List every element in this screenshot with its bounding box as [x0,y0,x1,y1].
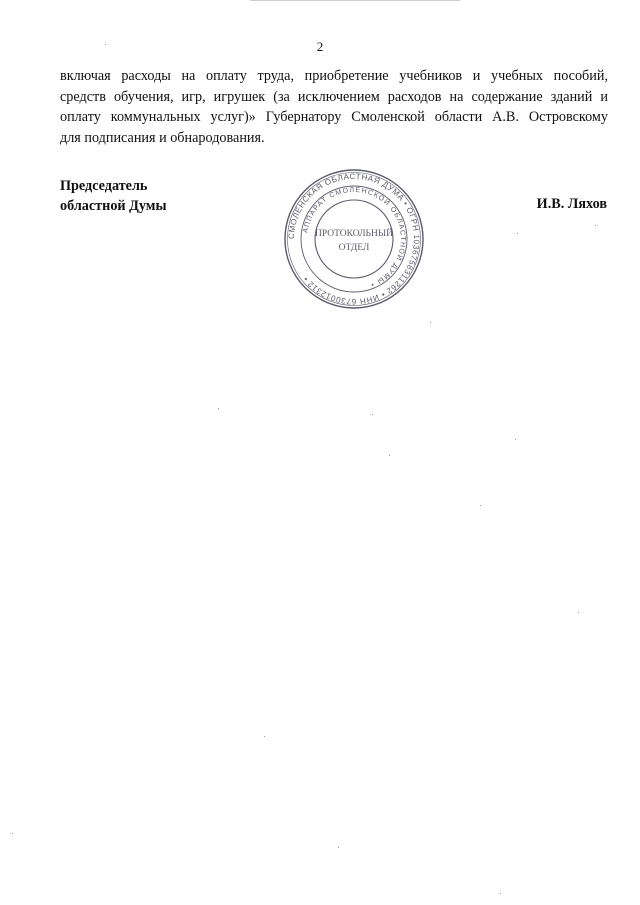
scan-speck [389,455,390,456]
scan-speck [480,505,481,506]
scan-speck [105,44,106,45]
scan-speck [595,225,596,226]
scan-speck [218,408,219,409]
page-number: 2 [316,39,324,54]
scan-speck [517,233,518,234]
body-line-4: для подписания и обнародования. [60,129,265,146]
scan-speck [578,612,579,613]
signer-title [60,176,167,216]
scan-speck [264,736,265,737]
stamp-seal-graphic [283,168,425,310]
scan-edge-line [250,0,460,1]
scan-speck [338,847,339,848]
scan-speck [515,439,516,440]
signer-title-line-1: Председатель [60,178,148,194]
stamp-outer-ring-text: СМОЛЕНСКАЯ ОБЛАСТНАЯ ДУМА • ОГРН 1036758311262 • ИНН 6730012312 • [286,171,422,307]
scan-speck [12,833,13,834]
stamp-center-line-1: ПРОТОКОЛЬНЫЙ [314,229,394,239]
scan-speck [372,414,373,415]
scan-speck [500,893,501,894]
body-paragraph [60,66,608,148]
stamp-center-line-2: ОТДЕЛ [338,243,370,253]
stamp-inner-circle [315,200,393,278]
scan-speck [430,322,431,323]
official-stamp [283,168,425,310]
signer-title-line-2: областной Думы [60,198,167,214]
body-line-1: включая расходы на оплату труда, приобретение учебников и учебных пособий, [60,68,608,84]
body-line-2: средств обучения, игр, игрушек (за исключением расходов на содержание зданий и [60,88,608,105]
stamp-middle-circle [301,186,407,292]
stamp-inner-ring-text: АППАРАТ СМОЛЕНСКОЙ ОБЛАСТНОЙ ДУМЫ • [302,186,407,289]
signer-name: И.В. Ляхов [536,196,607,212]
body-line-3: оплату коммунальных услуг)» Губернатору Смоленской области А.В. Островскому [60,109,608,125]
